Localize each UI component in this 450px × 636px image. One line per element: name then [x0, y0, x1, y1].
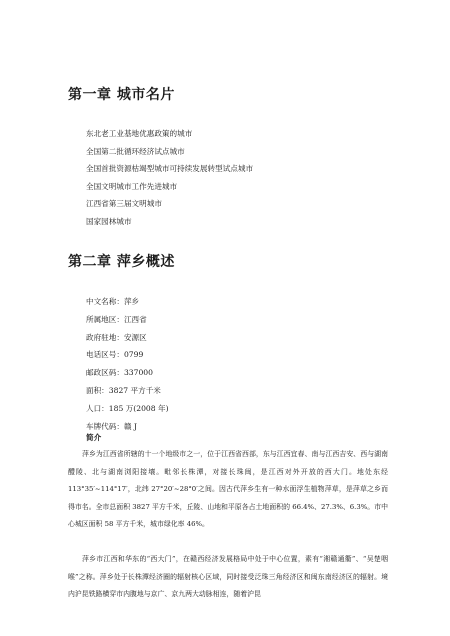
list-item: 江西省第三届文明城市 [86, 199, 162, 208]
info-item: 中文名称：萍乡 [86, 297, 140, 306]
city-honors-list [86, 125, 253, 230]
list-item: 全国文明城市工作先进城市 [86, 181, 178, 191]
info-item: 人口：185 万(2008 年) [86, 403, 169, 413]
intro-heading: 简介 [86, 433, 102, 442]
chapter-2-title: 第二章 萍乡概述 [68, 254, 175, 270]
list-item: 全国第二批循环经济试点城市 [86, 146, 185, 156]
info-item: 车牌代码：赣 J [86, 421, 138, 431]
list-item: 全国首批资源枯竭型城市可持续发展转型试点城市 [86, 164, 254, 173]
intro-paragraph-1: 萍乡为江西省所辖的十一个地级市之一，位于江西省西部，东与江西宜春、南与江西吉安、西与湖南醴陵、北与湖南浏阳接壤。毗邻长株潭，对接长珠闽，是江西对外开放的西大门。地处东经 113°35′~114°17′，北纬 27°20′~28°0′之间。因古代萍乡生有一种水面浮生植物萍草，是萍草之乡而得市名。全市总面积 3827 平方千米，丘陵、山地和平原各占土地面积的 66.4%、27.3%、6.3%。市中心城区面积 58 平方千米，城市绿化率 46%。 [68, 450, 388, 528]
info-item: 电话区号：0799 [86, 350, 144, 360]
info-item: 所属地区：江西省 [86, 314, 147, 324]
list-item: 东北老工业基地优惠政策的城市 [86, 129, 193, 138]
info-item: 邮政区码：337000 [86, 368, 153, 378]
intro-paragraph-2: 萍乡市江西和华东的“西大门”，在赣西经济发展格局中处于中心位置，素有“湘赣通衢”、“吴楚咽喉”之称。萍乡处于长株潭经济圈的辐射核心区域，同时接受泛珠三角经济区和闽东南经济区的辐射。境内沪昆铁路横穿市内腹地与京广、京九两大动脉相连，随着沪昆 [68, 555, 388, 598]
info-item: 政府驻地：安源区 [86, 332, 147, 342]
chapter-1-title: 第一章 城市名片 [68, 87, 175, 103]
list-item: 国家园林城市 [86, 216, 132, 226]
city-info-list [86, 293, 169, 435]
info-item: 面积：3827 平方千米 [86, 385, 161, 395]
